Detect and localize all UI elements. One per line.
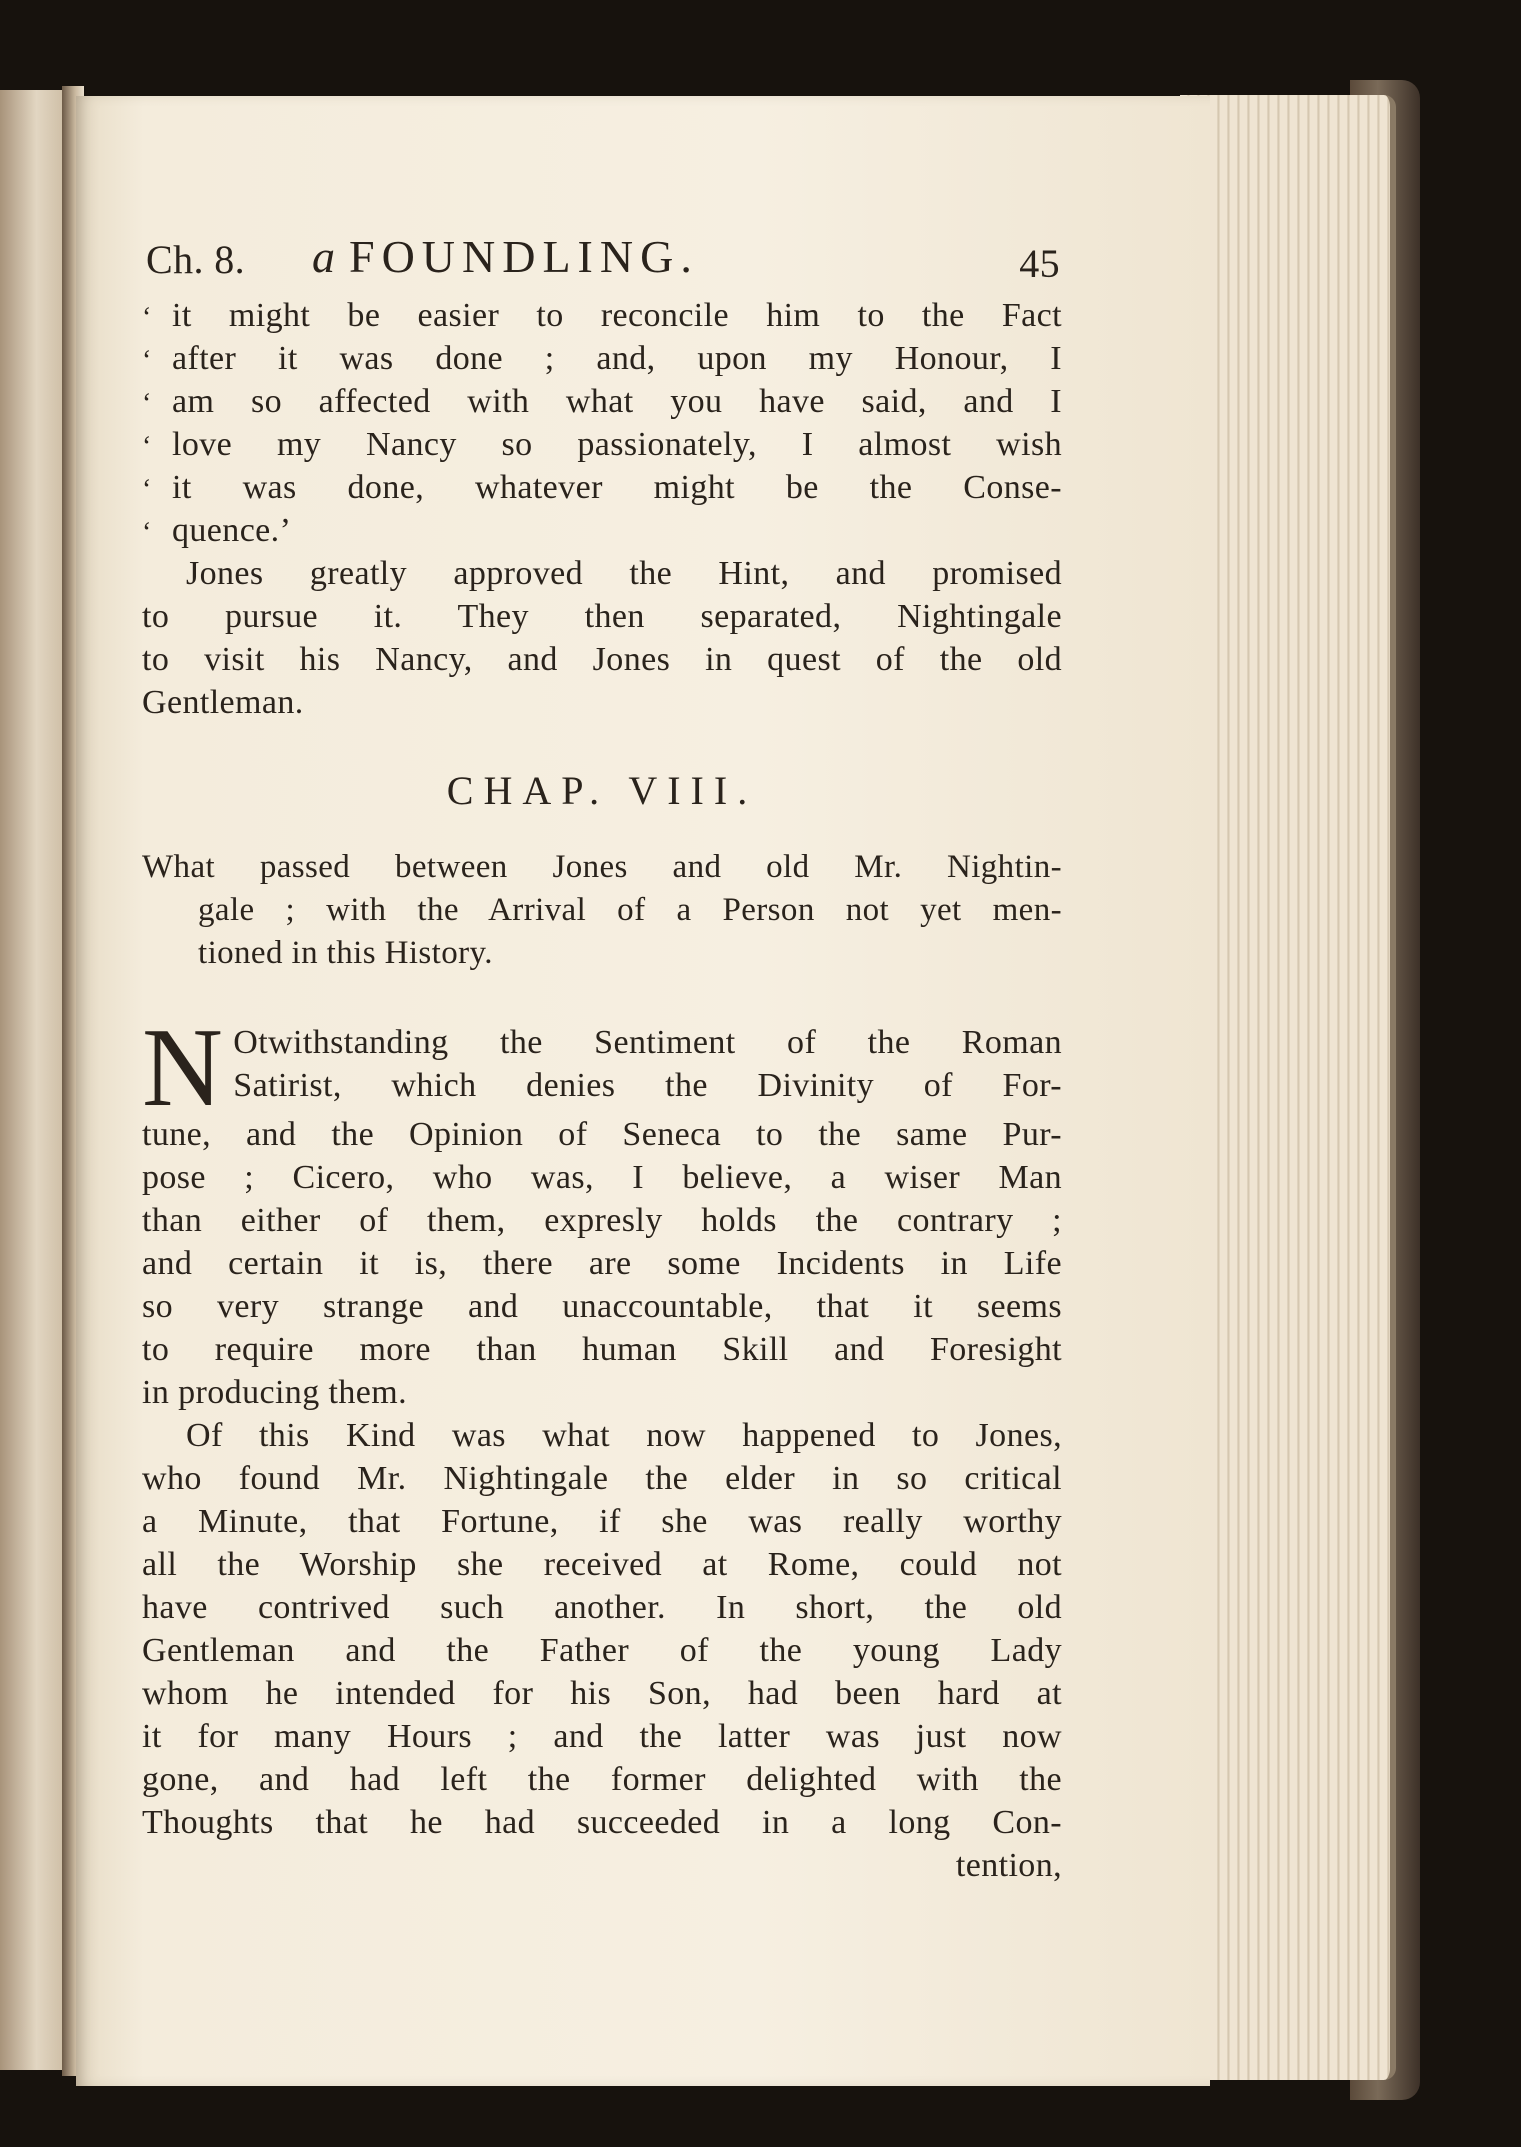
text-line: gone, and had left the former delighted with the [142, 1761, 1062, 1798]
text-line: Gentleman. [142, 684, 304, 721]
page-stack-fore-edge [1180, 95, 1396, 2080]
left-page-fragment [0, 90, 69, 2070]
text-line: who found Mr. Nightingale the elder in so critical [142, 1460, 1062, 1497]
summary-line: tioned in this History. [198, 935, 493, 971]
text-line: it for many Hours ; and the latter was just now [142, 1718, 1062, 1755]
running-head [142, 231, 1062, 294]
summary-line: What passed between Jones and old Mr. Nightin- [142, 849, 1062, 885]
quote-mark: ‘ [142, 431, 152, 462]
text-line: to require more than human Skill and Foresight [142, 1331, 1062, 1368]
text-line: Jones greatly approved the Hint, and promised [186, 555, 1062, 592]
text-line: to pursue it. They then separated, Nightingale [142, 598, 1062, 635]
text-line: all the Worship she received at Rome, could not [142, 1546, 1062, 1583]
text-line: pose ; Cicero, who was, I believe, a wiser Man [142, 1159, 1062, 1196]
page-number: 45 [1019, 241, 1060, 286]
text-line: to visit his Nancy, and Jones in quest of the old [142, 641, 1062, 678]
text-line: whom he intended for his Son, had been hard at [142, 1675, 1062, 1712]
text-line: Otwithstanding the Sentiment of the Roman [233, 1024, 1062, 1061]
quote-mark: ‘ [142, 517, 152, 548]
running-title [312, 230, 699, 283]
chapter-reference: Ch. 8. [146, 237, 246, 282]
paragraph [142, 1006, 1062, 1414]
quote-mark: ‘ [142, 302, 152, 333]
text-line: have contrived such another. In short, the old [142, 1589, 1062, 1626]
text-line: than either of them, expresly holds the contrary ; [142, 1202, 1062, 1239]
book-page [76, 96, 1210, 2086]
text-line: a Minute, that Fortune, if she was really worthy [142, 1503, 1062, 1540]
quote-line: ‘ am so affected with what you have said, and I [142, 380, 1062, 423]
title-word: FOUNDLING. [349, 231, 699, 282]
text-line: Gentleman and the Father of the young Lady [142, 1632, 1062, 1669]
quote-line: ‘ love my Nancy so passionately, I almost wish [142, 423, 1062, 466]
quote-line: ‘ after it was done ; and, upon my Honour, I [142, 337, 1062, 380]
quote-line: ‘ it might be easier to reconcile him to the Fact [142, 294, 1062, 337]
text-line: Thoughts that he had succeeded in a long Con- [142, 1804, 1062, 1841]
chapter-heading: CHAP. VIII. [446, 768, 758, 813]
paragraph [142, 552, 1062, 724]
quoted-passage [142, 294, 1062, 552]
quote-line: ‘ quence.’ [142, 509, 1062, 552]
summary-line: gale ; with the Arrival of a Person not yet men- [198, 892, 1062, 928]
text-line: in producing them. [142, 1374, 407, 1411]
quote-line: ‘ it was done, whatever might be the Conse- [142, 466, 1062, 509]
title-article: a [312, 231, 335, 282]
text-line: tune, and the Opinion of Seneca to the same Pur- [142, 1116, 1062, 1153]
quote-mark: ‘ [142, 474, 152, 505]
text-line: Satirist, which denies the Divinity of For- [233, 1067, 1062, 1104]
quote-mark: ‘ [142, 388, 152, 419]
page-text [142, 231, 1062, 1887]
text-line: so very strange and unaccountable, that it seems [142, 1288, 1062, 1325]
text-line: Of this Kind was what now happened to Jones, [186, 1417, 1062, 1454]
drop-cap: N [142, 1006, 224, 1130]
text-line: and certain it is, there are some Incidents in Life [142, 1245, 1062, 1282]
paragraph [142, 1414, 1062, 1844]
quote-mark: ‘ [142, 345, 152, 376]
chapter-summary [142, 846, 1062, 975]
catchword: tention, [955, 1847, 1062, 1884]
